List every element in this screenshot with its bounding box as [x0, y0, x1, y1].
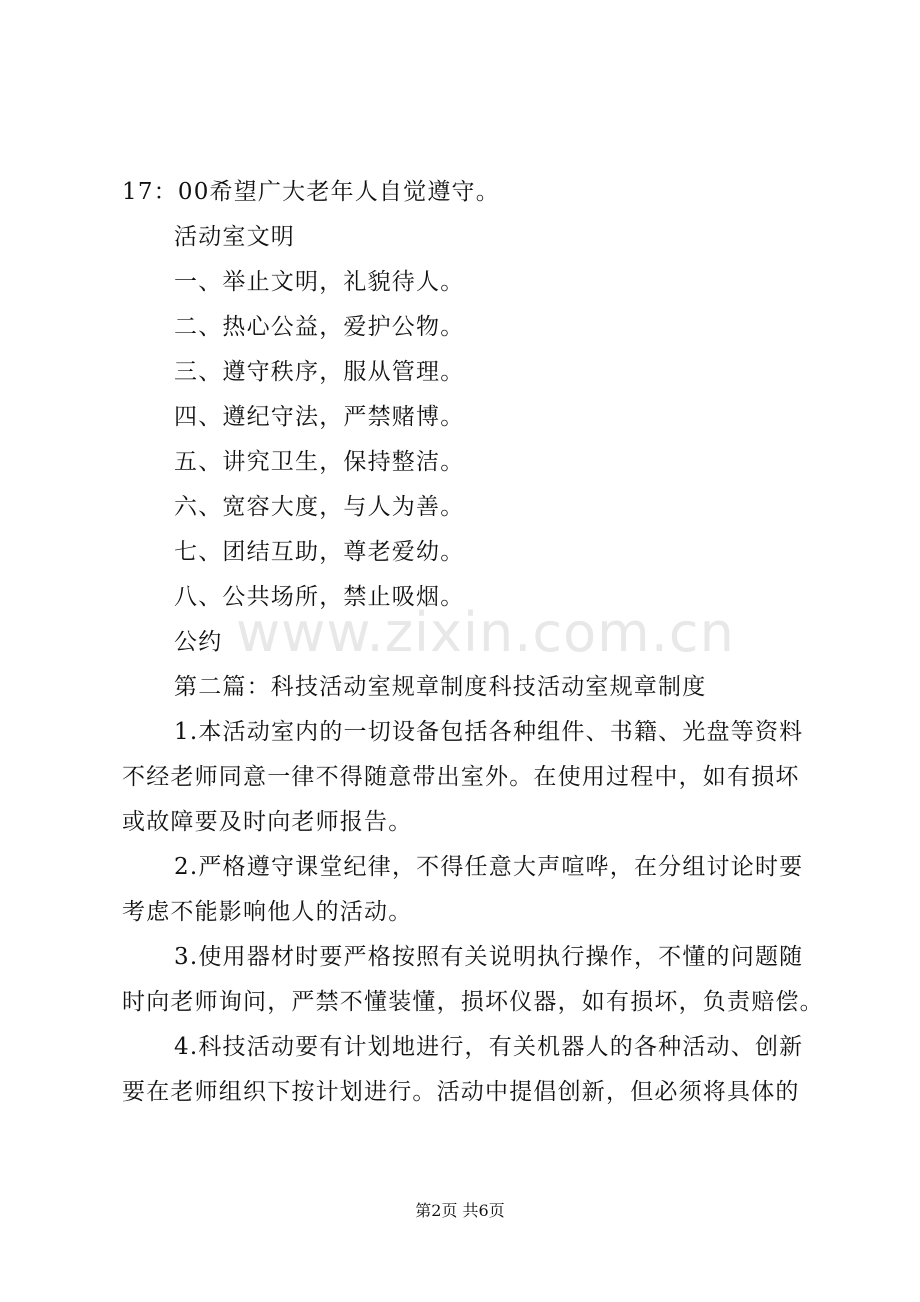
watermark: www.zixin.com.cn [236, 601, 735, 664]
list-item: 一、举止文明，礼貌待人。 [174, 269, 465, 295]
paragraph-line: 1.本活动室内的一切设备包括各种组件、书籍、光盘等资料 [174, 719, 804, 745]
list-item: 四、遵纪守法，严禁赌博。 [174, 404, 465, 430]
heading-activity-room-civility: 活动室文明 [174, 224, 295, 250]
section-title: 第二篇：科技活动室规章制度科技活动室规章制度 [174, 674, 707, 700]
heading-convention: 公约 [174, 629, 223, 655]
paragraph-line: 4.科技活动要有计划地进行，有关机器人的各种活动、创新 [174, 1034, 804, 1060]
list-item: 七、团结互助，尊老爱幼。 [174, 539, 465, 565]
paragraph-line: 时向老师询问，严禁不懂装懂，损坏仪器，如有损坏，负责赔偿。 [122, 989, 824, 1015]
paragraph-line: 考虑不能影响他人的活动。 [122, 899, 413, 925]
list-item: 五、讲究卫生，保持整洁。 [174, 449, 465, 475]
list-item: 六、宽容大度，与人为善。 [174, 494, 465, 520]
paragraph-line: 3.使用器材时要严格按照有关说明执行操作，不懂的问题随 [174, 944, 804, 970]
paragraph-line: 或故障要及时向老师报告。 [122, 809, 413, 835]
paragraph-line: 要在老师组织下按计划进行。活动中提倡创新，但必须将具体的 [122, 1079, 800, 1105]
list-item: 二、热心公益，爱护公物。 [174, 314, 465, 340]
list-item: 八、公共场所，禁止吸烟。 [174, 584, 465, 610]
list-item: 三、遵守秩序，服从管理。 [174, 359, 465, 385]
page-footer: 第2页 共6页 [415, 1201, 505, 1220]
text-line: 17：00希望广大老年人自觉遵守。 [122, 179, 500, 205]
paragraph-line: 不经老师同意一律不得随意带出室外。在使用过程中，如有损坏 [122, 764, 800, 790]
paragraph-line: 2.严格遵守课堂纪律，不得任意大声喧哗，在分组讨论时要 [174, 854, 804, 880]
